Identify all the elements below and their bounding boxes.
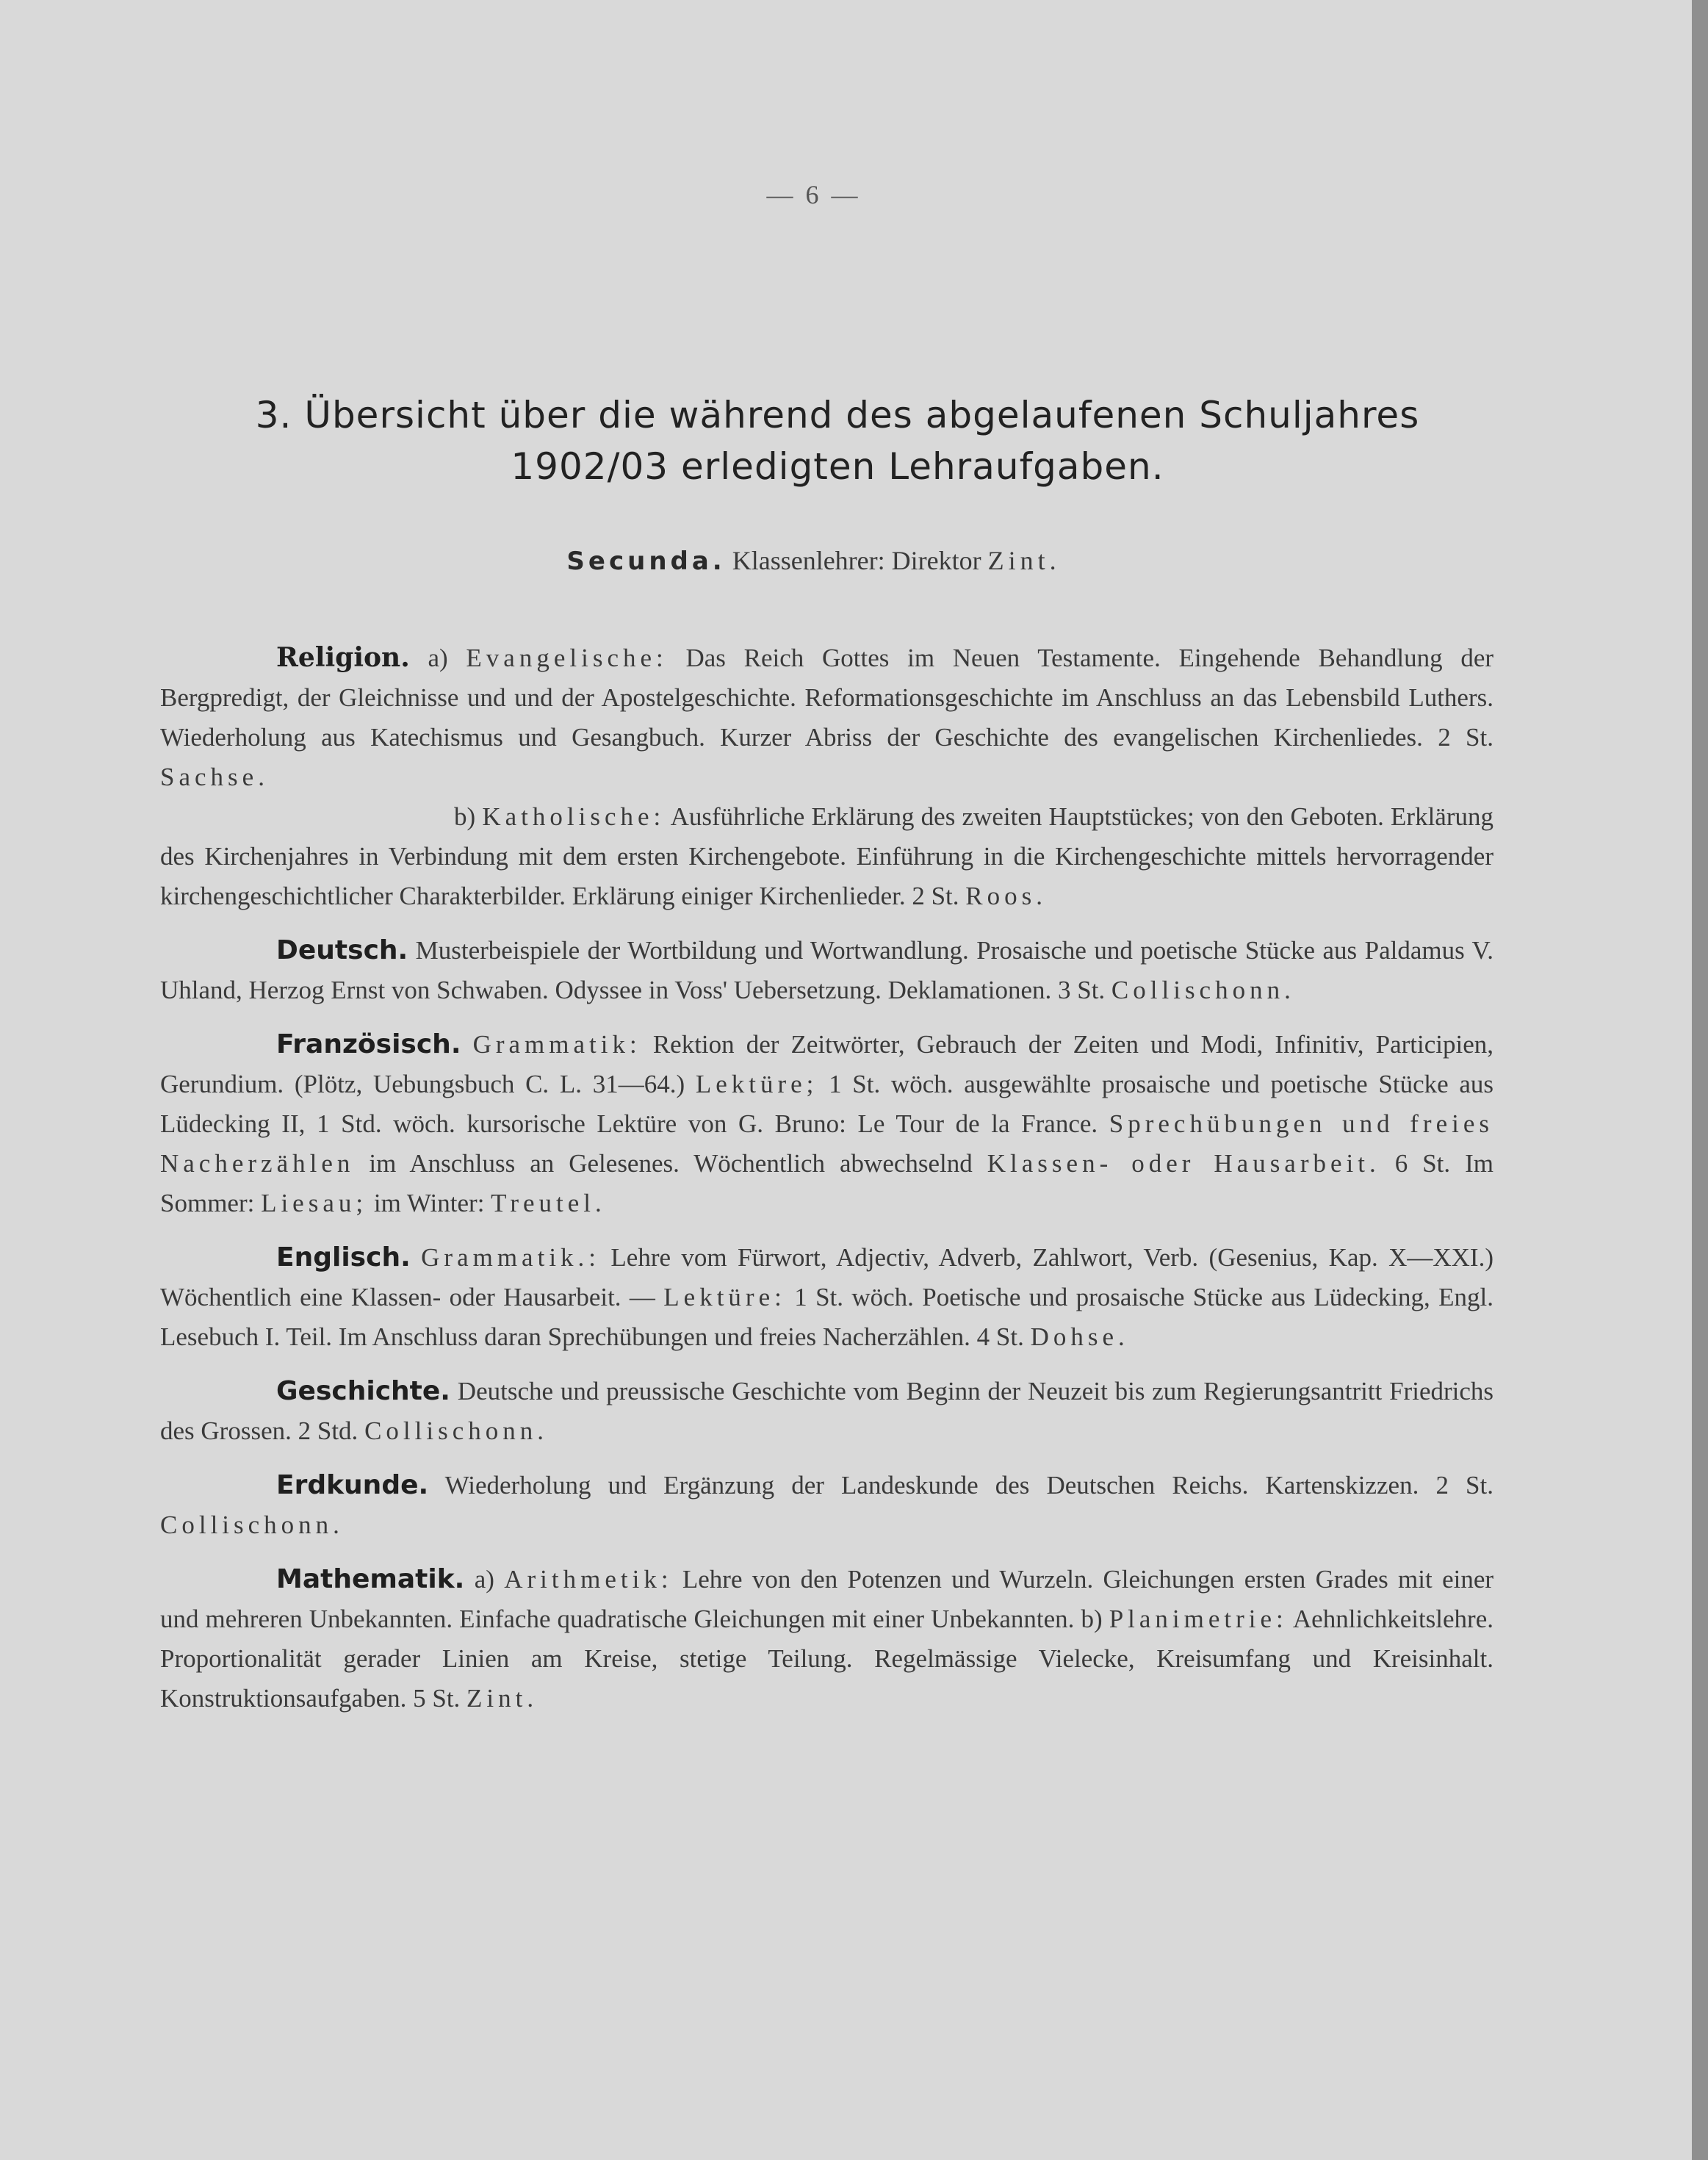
franzoesisch-text-2: 1 St. wöch. ausgewählte prosaische und poetische Stücke aus Lüdecking II, 1 Std. wöch. kursorische Lektüre von G. Bruno: Le Tour de la France. bbox=[160, 1070, 1493, 1138]
paragraph-geschichte bbox=[160, 1372, 1493, 1451]
geschichte-teacher: Collischonn. bbox=[364, 1416, 548, 1445]
page-number: — 6 — bbox=[766, 180, 861, 209]
englisch-text-1: Lehre vom Fürwort, Adjectiv, Adverb, Zahlwort, Verb. (Gesenius, Kap. X—XXI.) Wöchentlich eine Klassen- oder Hausarbeit. — bbox=[160, 1243, 1493, 1311]
religion-b-label: b) bbox=[454, 802, 476, 831]
religion-a-teacher: Sachse. bbox=[160, 763, 269, 791]
mathematik-text-1: Lehre von den Potenzen und Wurzeln. Gleichungen ersten Grades mit einer und mehreren Unbekannten. Einfache quadratische Gleichungen mit einer Unbekannten. bbox=[160, 1565, 1494, 1633]
mathematik-planimetrie: Planimetrie: bbox=[1109, 1605, 1288, 1633]
deutsch-teacher: Collischonn. bbox=[1111, 976, 1295, 1004]
mathematik-a-label: a) bbox=[474, 1565, 494, 1594]
franzoesisch-lektuere: Lektüre; bbox=[695, 1070, 818, 1098]
franzoesisch-teacher-2: Treutel. bbox=[491, 1189, 606, 1217]
englisch-lektuere: Lektüre: bbox=[663, 1283, 786, 1311]
geschichte-text: Deutsche und preussische Geschichte vom Beginn der Neuzeit bis zum Regierungsantritt Friedrichs des Grossen. 2 Std. bbox=[160, 1377, 1494, 1445]
englisch-grammatik: Grammatik.: bbox=[421, 1243, 601, 1272]
paragraph-erdkunde bbox=[160, 1466, 1493, 1545]
religion-b-teacher: Roos. bbox=[965, 882, 1047, 910]
paragraph-mathematik bbox=[160, 1560, 1493, 1718]
mathematik-text-2: Aehnlichkeitslehre. Proportionalität gerader Linien am Kreise, stetige Teilung. Regelmässige Vielecke, Kreisumfang und Kreisinhalt. Konstruktionsaufgaben. 5 St. bbox=[160, 1605, 1494, 1713]
religion-a-label: a) bbox=[428, 644, 448, 672]
lesson-body bbox=[160, 638, 1493, 1733]
heading-mathematik: Mathematik. bbox=[276, 1564, 465, 1594]
paragraph-religion-a bbox=[160, 638, 1493, 797]
title-line-2: 1902/03 erledigten Lehraufgaben. bbox=[511, 445, 1164, 488]
franzoesisch-text-4: 6 St. Im Sommer: bbox=[160, 1149, 1493, 1217]
heading-geschichte: Geschichte. bbox=[276, 1376, 450, 1406]
religion-a-spaced: Evangelische: bbox=[466, 644, 668, 672]
heading-englisch: Englisch. bbox=[276, 1242, 411, 1272]
section-title bbox=[103, 389, 1572, 492]
deutsch-text: Musterbeispiele der Wortbildung und Wortwandlung. Prosaische und poetische Stücke aus Paldamus V. Uhland, Herzog Ernst von Schwaben. Odyssee in Voss' Uebersetzung. Deklamationen. 3 St. bbox=[160, 936, 1494, 1004]
class-line bbox=[0, 545, 1627, 576]
heading-deutsch: Deutsch. bbox=[276, 935, 408, 965]
heading-franzoesisch: Französisch. bbox=[276, 1029, 461, 1059]
englisch-teacher: Dohse. bbox=[1030, 1322, 1129, 1351]
franzoesisch-text-3: im Anschluss an Gelesenes. Wöchentlich abwechselnd bbox=[369, 1149, 973, 1178]
englisch-text-2: 1 St. wöch. Poetische und prosaische Stücke aus Lüdecking, Engl. Lesebuch I. Teil. Im Anschluss daran Sprechübungen und freies Nacherzählen. 4 St. bbox=[160, 1283, 1493, 1351]
class-teacher-name: Zint. bbox=[987, 546, 1061, 575]
religion-a-text: Das Reich Gottes im Neuen Testamente. Eingehende Behandlung der Bergpredigt, der Gleichnisse und und der Apostelgeschichte. Reformationsgeschichte im Anschluss an das Lebensbild Luthers. Wiederholung aus Katechismus und Gesangbuch. Kurzer Abriss der Geschichte des evangelischen Kirchenliedes. 2 St. bbox=[160, 644, 1494, 752]
paragraph-franzoesisch bbox=[160, 1025, 1493, 1223]
franzoesisch-text-5: im Winter: bbox=[373, 1189, 485, 1217]
paragraph-religion-b bbox=[160, 797, 1493, 916]
paragraph-deutsch bbox=[160, 931, 1493, 1010]
mathematik-arithmetik: Arithmetik: bbox=[504, 1565, 673, 1594]
religion-b-spaced: Katholische: bbox=[482, 802, 666, 831]
heading-religion: Religion. bbox=[276, 642, 410, 673]
erdkunde-teacher: Collischonn. bbox=[160, 1511, 344, 1539]
page-edge-shadow bbox=[1692, 0, 1708, 2160]
mathematik-teacher: Zint. bbox=[466, 1684, 538, 1713]
erdkunde-text: Wiederholung und Ergänzung der Landeskunde des Deutschen Reichs. Kartenskizzen. 2 St. bbox=[444, 1471, 1493, 1500]
franzoesisch-text-1: Rektion der Zeitwörter, Gebrauch der Zeiten und Modi, Infinitiv, Participien, Gerundium. (Plötz, Uebungsbuch C. L. 31—64.) bbox=[160, 1030, 1493, 1098]
paragraph-englisch bbox=[160, 1238, 1493, 1357]
religion-b-text: Ausführliche Erklärung des zweiten Hauptstückes; von den Geboten. Erklärung des Kirchenjahres in Verbindung mit dem ersten Kirchengebote. Einführung in die Kirchengeschichte mittels hervorragender kirchengeschichtlicher Charakterbilder. Erklärung einiger Kirchenlieder. 2 St. bbox=[160, 802, 1493, 910]
heading-erdkunde: Erdkunde. bbox=[276, 1470, 429, 1500]
franzoesisch-klassenarbeit: Klassen- oder Hausarbeit. bbox=[987, 1149, 1380, 1178]
title-line-1: 3. Übersicht über die während des abgelaufenen Schuljahres bbox=[255, 394, 1420, 436]
class-teacher-label: Klassenlehrer: Direktor bbox=[732, 546, 981, 575]
franzoesisch-sprechuebungen: Sprechübungen und freies Nacherzählen bbox=[160, 1109, 1493, 1178]
mathematik-b-label: b) bbox=[1081, 1605, 1103, 1633]
franzoesisch-grammatik: Grammatik: bbox=[472, 1030, 641, 1059]
class-name: Secunda. bbox=[566, 547, 726, 576]
franzoesisch-teacher-1: Liesau; bbox=[261, 1189, 368, 1217]
